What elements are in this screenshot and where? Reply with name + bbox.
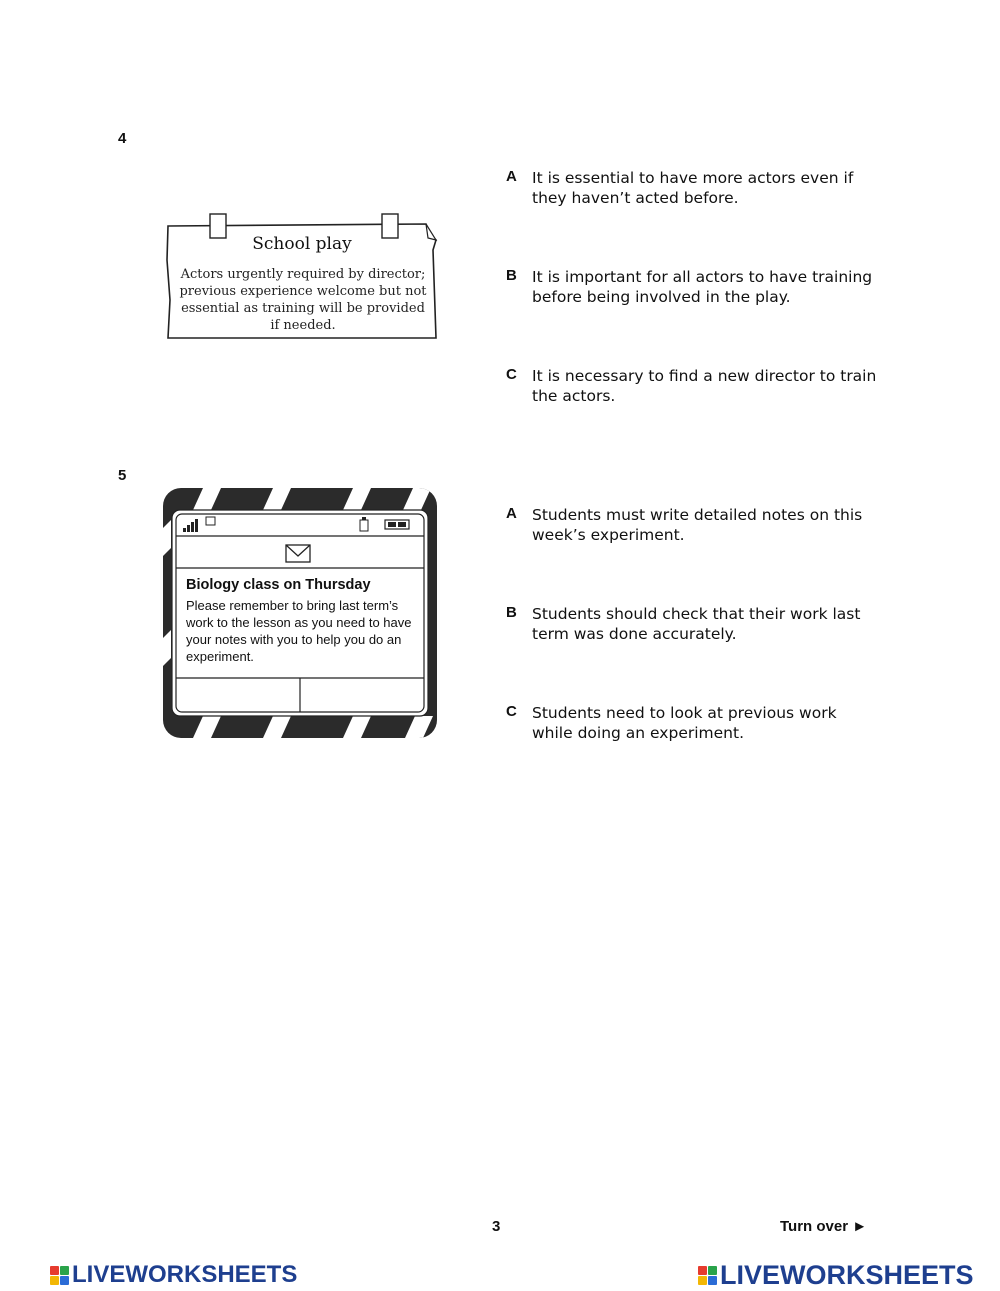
logo-cubes-icon: [50, 1266, 69, 1285]
turn-over-label: Turn over ►: [780, 1218, 868, 1235]
option-letter: C: [506, 703, 517, 720]
logo-wordmark: LIVEWORKSHEETS: [72, 1261, 298, 1288]
option-letter: A: [506, 505, 517, 522]
message-title: Biology class on Thursday: [186, 577, 371, 593]
option-text: Students must write detailed notes on this week’s experiment.: [532, 506, 863, 544]
page-number: 3: [492, 1218, 501, 1235]
logo-cubes-icon: [698, 1266, 717, 1285]
option-text: It is essential to have more actors even if they haven’t acted before.: [532, 169, 854, 207]
option-letter: A: [506, 168, 517, 185]
option-text: Students need to look at previous work while doing an experiment.: [532, 704, 837, 742]
notice-body: Actors urgently required by director; previous experience welcome but not essential as training will be provided if needed.: [179, 267, 427, 333]
logo-wordmark: LIVEWORKSHEETS: [720, 1259, 974, 1290]
message-body: Please remember to bring last term’s work to the lesson as you need to have your notes with you to help you do an experiment.: [186, 598, 412, 664]
liveworksheets-logo-left: [50, 1262, 297, 1288]
option-letter: B: [506, 604, 517, 621]
option-letter: C: [506, 366, 517, 383]
question-number-4: 4: [118, 130, 127, 147]
option-text: Students should check that their work last term was done accurately.: [532, 605, 861, 643]
liveworksheets-logo-right: [698, 1259, 974, 1290]
question-number-5: 5: [118, 467, 127, 484]
option-text: It is necessary to find a new director to train the actors.: [532, 367, 877, 405]
option-text: It is important for all actors to have training before being involved in the play.: [532, 268, 873, 306]
option-letter: B: [506, 267, 517, 284]
notice-title: School play: [252, 234, 352, 254]
